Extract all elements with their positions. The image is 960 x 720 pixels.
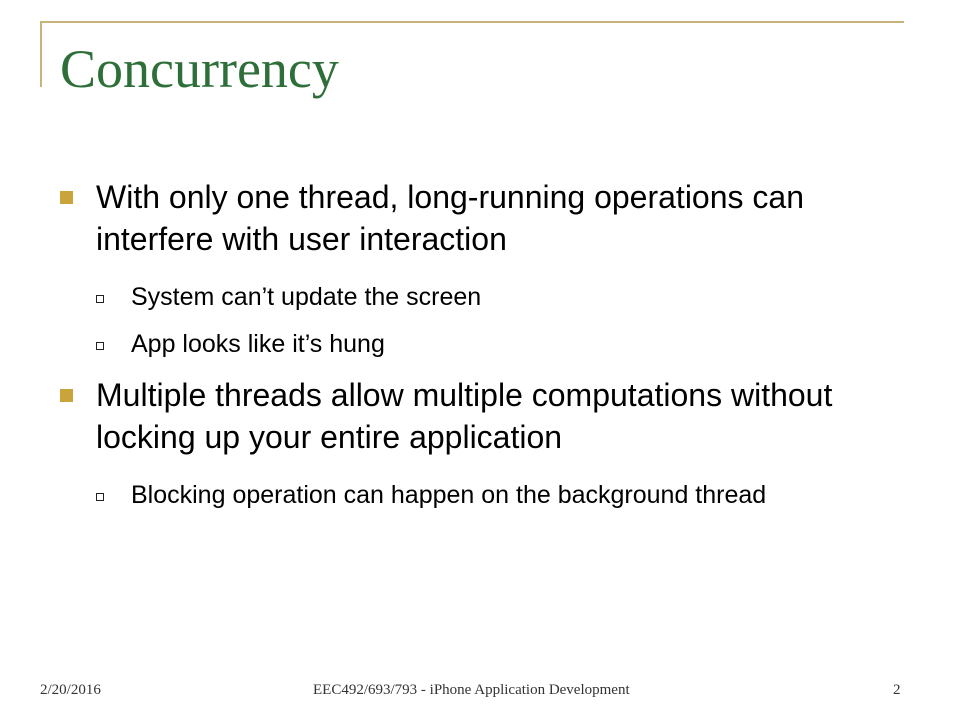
title-frame-left-line bbox=[40, 21, 42, 87]
sub-bullet-text: App looks like it’s hung bbox=[131, 330, 385, 358]
hollow-square-bullet-icon bbox=[96, 295, 104, 303]
slide-title: Concurrency bbox=[60, 39, 339, 99]
slide-content bbox=[60, 176, 910, 525]
square-bullet-icon bbox=[60, 191, 73, 204]
square-bullet-icon bbox=[60, 389, 73, 402]
sub-bullet-item bbox=[60, 327, 910, 361]
bullet-item bbox=[60, 374, 910, 458]
sub-bullet-item bbox=[60, 280, 910, 314]
hollow-square-bullet-icon bbox=[96, 493, 104, 501]
bullet-item bbox=[60, 176, 910, 260]
sub-bullet-text: Blocking operation can happen on the background thread bbox=[131, 481, 767, 509]
bullet-text: With only one thread, long-running operations can interfere with user interaction bbox=[96, 179, 804, 257]
sub-bullet-text: System can’t update the screen bbox=[131, 283, 482, 311]
bullet-group-1 bbox=[60, 176, 910, 361]
footer-course-title: EEC492/693/793 - iPhone Application Development bbox=[313, 682, 630, 698]
bullet-text: Multiple threads allow multiple computations without locking up your entire application bbox=[96, 377, 833, 455]
sub-bullet-item bbox=[60, 478, 910, 512]
bullet-group-2 bbox=[60, 374, 910, 512]
hollow-square-bullet-icon bbox=[96, 342, 104, 350]
footer-page-number: 2 bbox=[893, 682, 901, 698]
title-frame-top-line bbox=[40, 21, 904, 23]
footer-date: 2/20/2016 bbox=[40, 682, 101, 698]
